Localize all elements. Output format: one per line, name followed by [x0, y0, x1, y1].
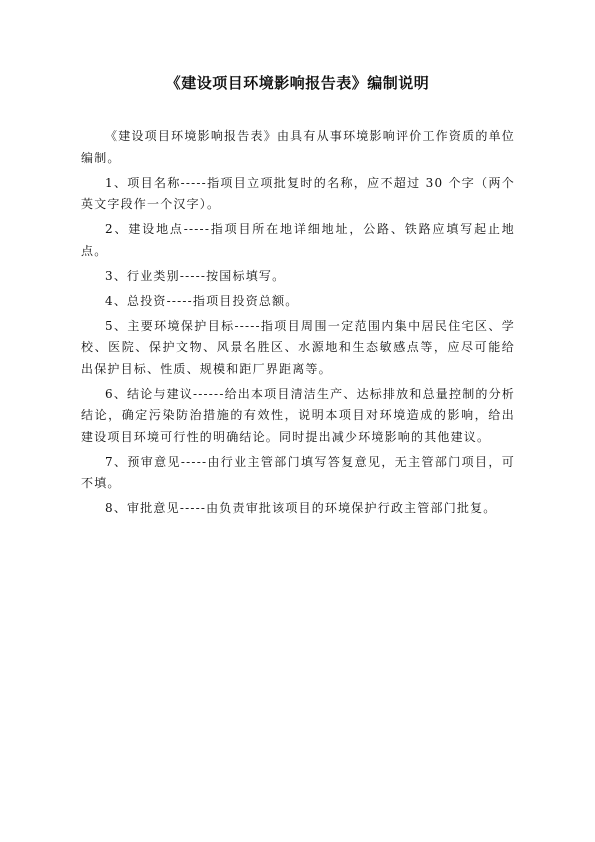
paragraph-item-7: 7、预审意见-----由行业主管部门填写答复意见，无主管部门项目，可不填。	[81, 454, 515, 490]
paragraph-item-6: 6、结论与建议------给出本项目清洁生产、达标排放和总量控制的分析结论，确定污染防治措施的有效性，说明本项目对环境造成的影响，给出建设项目环境可行性的明确结论。同时提出减少环境影响的其他建议。	[81, 386, 515, 444]
document-title: 《建设项目环境影响报告表》编制说明	[165, 74, 430, 92]
paragraph-intro: 《建设项目环境影响报告表》由具有从事环境影响评价工作资质的单位编制。	[81, 129, 515, 165]
paragraph-item-8: 8、审批意见-----由负责审批该项目的环境保护行政主管部门批复。	[105, 501, 497, 515]
paragraph-item-2: 2、建设地点-----指项目所在地详细地址，公路、铁路应填写起止地点。	[81, 222, 515, 258]
paragraph-item-1: 1、项目名称-----指项目立项批复时的名称，应不超过 30 个字（两个英文字段作一个汉字）。	[81, 175, 515, 211]
paragraph-item-5: 5、主要环境保护目标-----指项目周围一定范围内集中居民住宅区、学校、医院、保护文物、风景名胜区、水源地和生态敏感点等，应尽可能给出保护目标、性质、规模和距厂界距离等。	[81, 318, 515, 376]
document-body	[81, 126, 515, 523]
paragraph-item-4: 4、总投资-----指项目投资总额。	[105, 293, 299, 308]
paragraph-item-3: 3、行业类别-----按国标填写。	[105, 268, 286, 283]
